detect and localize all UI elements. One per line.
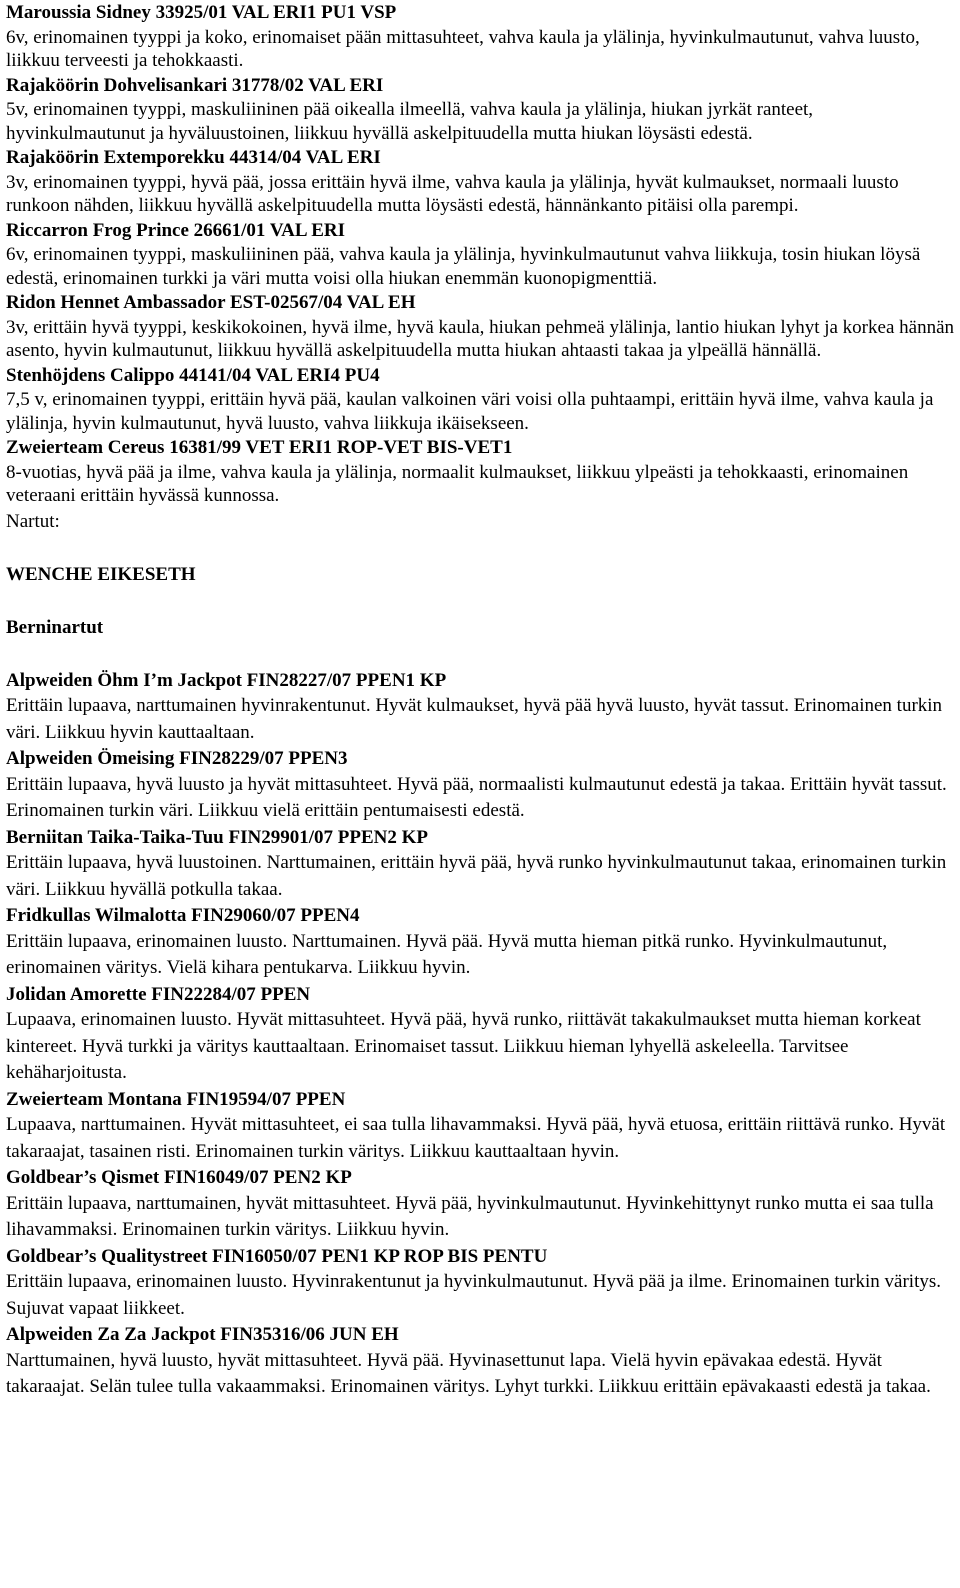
- entry: [6, 982, 956, 1087]
- entry-description: Erittäin lupaava, narttumainen, hyvät mittasuhteet. Hyvä pää, hyvinkulmautunut. Hyvinkehittynyt runko mutta ei saa tulla lihavammaksi. Erinomainen turkin väritys. Liikkuu hyvin.: [6, 1192, 934, 1240]
- entry: [6, 290, 956, 363]
- entry-title: Jolidan Amorette FIN22284/07 PPEN: [6, 983, 311, 1005]
- entry-description: Erittäin lupaava, narttumainen hyvinrakentunut. Hyvät kulmaukset, hyvä pää hyvä luusto, hyvät tassut. Erinomainen turkin väri. Liikkuu hyvin kauttaaltaan.: [6, 695, 943, 743]
- entry-description: Narttumainen, hyvä luusto, hyvät mittasuhteet. Hyvä pää. Hyvinasettunut lapa. Vielä hyvin epävakaa edestä. Hyvät takaraajat. Selän tulee tulla vakaammaksi. Erinomainen väritys. Lyhyt turkki. Liikkuu erittäin epävakaasti edestä ja takaa.: [6, 1349, 931, 1397]
- entry-title: Alpweiden Öhm I’m Jackpot FIN28227/07 PPEN1 KP: [6, 669, 447, 691]
- entry: [6, 903, 956, 982]
- entry: [6, 1322, 956, 1401]
- entry-title: Rajaköörin Dohvelisankari 31778/02 VAL ERI: [6, 74, 384, 96]
- entry-description: 8-vuotias, hyvä pää ja ilme, vahva kaula ja ylälinja, normaalit kulmaukset, liikkuu ylpeästi ja tehokkaasti, erinomainen veteraani erittäin hyvässä kunnossa.: [6, 461, 909, 506]
- entry-description: Erittäin lupaava, erinomainen luusto. Narttumainen. Hyvä pää. Hyvä mutta hieman pitkä runko. Hyvinkulmautunut, erinomainen väritys. Vielä kihara pentukarva. Liikkuu hyvin.: [6, 930, 888, 978]
- entry-title: Fridkullas Wilmalotta FIN29060/07 PPEN4: [6, 905, 360, 926]
- entry-title: Alpweiden Ömeising FIN28229/07 PPEN3: [6, 748, 348, 769]
- entry-description: Erittäin lupaava, hyvä luustoinen. Narttumainen, erittäin hyvä pää, hyvä runko hyvinkulmautunut takaa, erinomainen turkin väri. Liikkuu hyvällä potkulla takaa.: [6, 852, 947, 900]
- entry-description: 7,5 v, erinomainen tyyppi, erittäin hyvä pää, kaulan valkoinen väri voisi olla puhtaampi, erittäin hyvä ilme, vahva kaula ja ylälinja, hyvin kulmautunut, hyvä luusto, vahva liikkuja ikäisekseen.: [6, 389, 934, 434]
- entry-description: 6v, erinomainen tyyppi, maskuliininen pää, vahva kaula ja ylälinja, hyvinkulmautunut vahva liikkuja, tosin hiukan löysä edestä, erinomainen turkki ja väri mutta voisi olla hiukan enemmän kuonopigmenttiä.: [6, 244, 921, 289]
- spacer: [6, 535, 956, 562]
- entry-title: Berniitan Taika-Taika-Tuu FIN29901/07 PPEN2 KP: [6, 826, 428, 848]
- entry-title: Maroussia Sidney 33925/01 VAL ERI1 PU1 VSP: [6, 2, 397, 23]
- entry-title: Riccarron Frog Prince 26661/01 VAL ERI: [6, 219, 345, 241]
- entry-description: 5v, erinomainen tyyppi, maskuliininen pää oikealla ilmeellä, vahva kaula ja ylälinja, hiukan jyrkät ranteet, hyvinkulmautunut ja hyväluustoinen, liikkuu hyvällä askelpituudella mutta hiukan löysästi edestä.: [6, 99, 814, 144]
- spacer: [6, 641, 956, 668]
- entry-description: Erittäin lupaava, erinomainen luusto. Hyvinrakentunut ja hyvinkulmautunut. Hyvä pää ja ilme. Erinomainen turkin väritys. Sujuvat vapaat liikkeet.: [6, 1271, 941, 1319]
- entry: [6, 1165, 956, 1244]
- entry: [6, 1087, 956, 1166]
- spacer: [6, 588, 956, 615]
- entry: [6, 218, 956, 291]
- entry-description: Lupaava, narttumainen. Hyvät mittasuhteet, ei saa tulla lihavammaksi. Hyvä pää, hyvä etuosa, erittäin riittävä runko. Hyvät takaraajat, tasainen risti. Erinomainen turkin väritys. Liikkuu kauttaaltaan hyvin.: [6, 1114, 946, 1162]
- entry-title: Stenhöjdens Calippo 44141/04 VAL ERI4 PU4: [6, 364, 380, 386]
- entry-title: Zweierteam Cereus 16381/99 VET ERI1 ROP-VET BIS-VET1: [6, 437, 513, 458]
- entry-title: Rajaköörin Extemporekku 44314/04 VAL ERI: [6, 147, 381, 168]
- entry: [6, 0, 956, 73]
- category-heading: Berninartut: [6, 616, 104, 638]
- entry: [6, 435, 956, 508]
- entry-title: Zweierteam Montana FIN19594/07 PPEN: [6, 1088, 346, 1110]
- judge-name: WENCHE EIKESETH: [6, 563, 196, 585]
- entry-description: Erittäin lupaava, hyvä luusto ja hyvät mittasuhteet. Hyvä pää, normaalisti kulmautunut edestä ja takaa. Erittäin hyvät tassut. Erinomainen turkin väri. Liikkuu vielä erittäin pentumaisesti edestä.: [6, 773, 947, 821]
- entry: [6, 1244, 956, 1323]
- entry-title: Ridon Hennet Ambassador EST-02567/04 VAL EH: [6, 292, 416, 313]
- entry-title: Goldbear’s Qismet FIN16049/07 PEN2 KP: [6, 1167, 352, 1188]
- entry-title: Goldbear’s Qualitystreet FIN16050/07 PEN1 KP ROP BIS PENTU: [6, 1245, 548, 1267]
- male-entries: [6, 0, 956, 508]
- entry: [6, 73, 956, 146]
- entry-description: 3v, erittäin hyvä tyyppi, keskikokoinen, hyvä ilme, hyvä kaula, hiukan pehmeä ylälinja, lantio hiukan lyhyt ja korkea hännän asento, hyvin kulmautunut, liikkuu hyvällä askelpituudella mutta hiukan ahtaasti takaa ja ylpeällä hännällä.: [6, 316, 954, 361]
- entry-title: Alpweiden Za Za Jackpot FIN35316/06 JUN EH: [6, 1324, 399, 1345]
- entry: [6, 825, 956, 904]
- document-page: [6, 0, 956, 1401]
- entry: [6, 668, 956, 747]
- nartut-label: Nartut:: [6, 510, 60, 532]
- entry-description: 6v, erinomainen tyyppi ja koko, erinomaiset pään mittasuhteet, vahva kaula ja ylälinja, hyvinkulmautunut, vahva luusto, liikkuu terveesti ja tehokkaasti.: [6, 26, 920, 71]
- entry: [6, 746, 956, 825]
- entry: [6, 145, 956, 218]
- female-entries: [6, 668, 956, 1401]
- entry-description: 3v, erinomainen tyyppi, hyvä pää, jossa erittäin hyvä ilme, vahva kaula ja ylälinja, hyvät kulmaukset, normaali luusto runkoon nähden, liikkuu hyvällä askelpituudella mutta löysästi edestä, hännänkanto pitäisi olla parempi.: [6, 171, 899, 216]
- entry: [6, 363, 956, 436]
- entry-description: Lupaava, erinomainen luusto. Hyvät mittasuhteet. Hyvä pää, hyvä runko, riittävät takakulmaukset mutta hieman korkeat kintereet. Hyvä turkki ja väritys kauttaaltaan. Erinomaiset tassut. Liikkuu hieman lyhyellä askeleella. Tarvitsee kehäharjoitusta.: [6, 1009, 921, 1083]
